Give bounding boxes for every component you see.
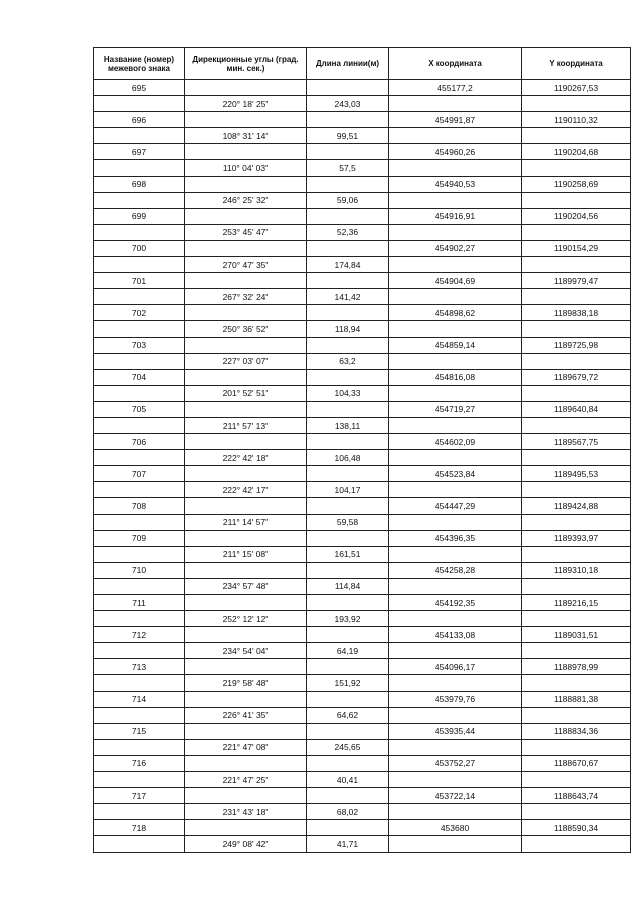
direction-angle: 222° 42' 17" (185, 482, 307, 498)
empty-cell (389, 707, 522, 723)
x-coordinate: 454960,26 (389, 144, 522, 160)
empty-cell (94, 707, 185, 723)
empty-cell (94, 192, 185, 208)
empty-cell (389, 739, 522, 755)
segment-row (94, 836, 631, 852)
empty-cell (185, 627, 307, 643)
empty-cell (522, 321, 631, 337)
empty-cell (389, 804, 522, 820)
point-name: 717 (94, 788, 185, 804)
point-row (94, 273, 631, 289)
empty-cell (389, 482, 522, 498)
empty-cell (185, 144, 307, 160)
empty-cell (389, 321, 522, 337)
segment-row (94, 96, 631, 112)
line-length: 40,41 (307, 772, 389, 788)
point-row (94, 240, 631, 256)
y-coordinate: 1189424,88 (522, 498, 631, 514)
header-y: Y координата (522, 48, 631, 80)
header-name: Название (номер) межевого знака (94, 48, 185, 80)
line-length: 118,94 (307, 321, 389, 337)
line-length: 245,65 (307, 739, 389, 755)
empty-cell (94, 643, 185, 659)
point-name: 706 (94, 434, 185, 450)
x-coordinate: 454991,87 (389, 112, 522, 128)
empty-cell (307, 691, 389, 707)
empty-cell (389, 643, 522, 659)
x-coordinate: 453752,27 (389, 755, 522, 771)
empty-cell (307, 369, 389, 385)
point-name: 716 (94, 755, 185, 771)
empty-cell (389, 546, 522, 562)
point-row (94, 498, 631, 514)
empty-cell (389, 224, 522, 240)
point-name: 702 (94, 305, 185, 321)
segment-row (94, 321, 631, 337)
x-coordinate: 454719,27 (389, 401, 522, 417)
y-coordinate: 1189567,75 (522, 434, 631, 450)
empty-cell (522, 289, 631, 305)
point-row (94, 755, 631, 771)
empty-cell (307, 659, 389, 675)
segment-row (94, 385, 631, 401)
empty-cell (185, 723, 307, 739)
line-length: 193,92 (307, 611, 389, 627)
empty-cell (307, 530, 389, 546)
empty-cell (522, 160, 631, 176)
point-row (94, 659, 631, 675)
y-coordinate: 1189838,18 (522, 305, 631, 321)
line-length: 104,17 (307, 482, 389, 498)
y-coordinate: 1189031,51 (522, 627, 631, 643)
empty-cell (389, 611, 522, 627)
point-row (94, 820, 631, 836)
empty-cell (94, 417, 185, 433)
empty-cell (389, 385, 522, 401)
empty-cell (185, 369, 307, 385)
y-coordinate: 1189979,47 (522, 273, 631, 289)
empty-cell (94, 514, 185, 530)
segment-row (94, 578, 631, 594)
empty-cell (94, 224, 185, 240)
point-name: 712 (94, 627, 185, 643)
point-name: 714 (94, 691, 185, 707)
empty-cell (307, 337, 389, 353)
direction-angle: 246° 25' 32" (185, 192, 307, 208)
empty-cell (522, 514, 631, 530)
empty-cell (185, 755, 307, 771)
empty-cell (389, 160, 522, 176)
empty-cell (185, 273, 307, 289)
x-coordinate: 455177,2 (389, 80, 522, 96)
line-length: 138,11 (307, 417, 389, 433)
empty-cell (94, 257, 185, 273)
empty-cell (389, 772, 522, 788)
y-coordinate: 1190258,69 (522, 176, 631, 192)
empty-cell (307, 595, 389, 611)
segment-row (94, 739, 631, 755)
direction-angle: 226° 41' 35" (185, 707, 307, 723)
x-coordinate: 453935,44 (389, 723, 522, 739)
line-length: 114,84 (307, 578, 389, 594)
point-row (94, 305, 631, 321)
line-length: 141,42 (307, 289, 389, 305)
point-name: 711 (94, 595, 185, 611)
x-coordinate: 454940,53 (389, 176, 522, 192)
empty-cell (389, 417, 522, 433)
empty-cell (389, 353, 522, 369)
y-coordinate: 1190204,68 (522, 144, 631, 160)
line-length: 243,03 (307, 96, 389, 112)
direction-angle: 234° 54' 04" (185, 643, 307, 659)
empty-cell (185, 820, 307, 836)
table-body (94, 80, 631, 853)
empty-cell (522, 546, 631, 562)
x-coordinate: 454096,17 (389, 659, 522, 675)
point-row (94, 337, 631, 353)
empty-cell (94, 353, 185, 369)
segment-row (94, 772, 631, 788)
point-name: 709 (94, 530, 185, 546)
empty-cell (389, 128, 522, 144)
coordinates-table (93, 47, 631, 853)
empty-cell (522, 192, 631, 208)
empty-cell (185, 176, 307, 192)
x-coordinate: 454396,35 (389, 530, 522, 546)
y-coordinate: 1190267,53 (522, 80, 631, 96)
line-length: 161,51 (307, 546, 389, 562)
point-row (94, 112, 631, 128)
empty-cell (522, 417, 631, 433)
direction-angle: 267° 32' 24" (185, 289, 307, 305)
point-name: 696 (94, 112, 185, 128)
header-angle: Дирекционные углы (град. мин. сек.) (185, 48, 307, 80)
empty-cell (307, 144, 389, 160)
direction-angle: 252° 12' 12" (185, 611, 307, 627)
segment-row (94, 192, 631, 208)
segment-row (94, 257, 631, 273)
point-row (94, 530, 631, 546)
empty-cell (185, 595, 307, 611)
point-name: 705 (94, 401, 185, 417)
point-name: 700 (94, 240, 185, 256)
y-coordinate: 1190204,56 (522, 208, 631, 224)
point-name: 695 (94, 80, 185, 96)
empty-cell (307, 273, 389, 289)
empty-cell (94, 611, 185, 627)
segment-row (94, 353, 631, 369)
empty-cell (522, 353, 631, 369)
point-name: 698 (94, 176, 185, 192)
empty-cell (389, 514, 522, 530)
empty-cell (389, 192, 522, 208)
empty-cell (185, 305, 307, 321)
segment-row (94, 707, 631, 723)
point-row (94, 176, 631, 192)
empty-cell (94, 804, 185, 820)
line-length: 99,51 (307, 128, 389, 144)
segment-row (94, 482, 631, 498)
empty-cell (389, 257, 522, 273)
segment-row (94, 450, 631, 466)
header-length: Длина линии(м) (307, 48, 389, 80)
x-coordinate: 454258,28 (389, 562, 522, 578)
empty-cell (307, 240, 389, 256)
empty-cell (307, 498, 389, 514)
line-length: 57,5 (307, 160, 389, 176)
empty-cell (307, 208, 389, 224)
y-coordinate: 1189725,98 (522, 337, 631, 353)
line-length: 52,36 (307, 224, 389, 240)
empty-cell (185, 466, 307, 482)
y-coordinate: 1188881,38 (522, 691, 631, 707)
empty-cell (94, 836, 185, 852)
y-coordinate: 1188643,74 (522, 788, 631, 804)
x-coordinate: 454133,08 (389, 627, 522, 643)
direction-angle: 220° 18' 25" (185, 96, 307, 112)
direction-angle: 219° 58' 48" (185, 675, 307, 691)
empty-cell (94, 482, 185, 498)
direction-angle: 250° 36' 52" (185, 321, 307, 337)
empty-cell (307, 627, 389, 643)
y-coordinate: 1188670,67 (522, 755, 631, 771)
point-row (94, 434, 631, 450)
point-name: 710 (94, 562, 185, 578)
empty-cell (94, 321, 185, 337)
empty-cell (522, 257, 631, 273)
point-name: 701 (94, 273, 185, 289)
y-coordinate: 1189640,84 (522, 401, 631, 417)
empty-cell (307, 401, 389, 417)
x-coordinate: 454523,84 (389, 466, 522, 482)
point-row (94, 691, 631, 707)
x-coordinate: 454447,29 (389, 498, 522, 514)
direction-angle: 222° 42' 18" (185, 450, 307, 466)
y-coordinate: 1188978,99 (522, 659, 631, 675)
direction-angle: 221° 47' 25" (185, 772, 307, 788)
x-coordinate: 454904,69 (389, 273, 522, 289)
y-coordinate: 1189310,18 (522, 562, 631, 578)
line-length: 104,33 (307, 385, 389, 401)
y-coordinate: 1189216,15 (522, 595, 631, 611)
point-name: 707 (94, 466, 185, 482)
line-length: 151,92 (307, 675, 389, 691)
empty-cell (185, 659, 307, 675)
point-name: 715 (94, 723, 185, 739)
empty-cell (307, 755, 389, 771)
empty-cell (185, 337, 307, 353)
point-row (94, 627, 631, 643)
empty-cell (522, 611, 631, 627)
empty-cell (185, 691, 307, 707)
direction-angle: 201° 52' 51" (185, 385, 307, 401)
direction-angle: 253° 45' 47" (185, 224, 307, 240)
empty-cell (522, 128, 631, 144)
direction-angle: 110° 04' 03" (185, 160, 307, 176)
empty-cell (522, 675, 631, 691)
empty-cell (389, 450, 522, 466)
x-coordinate: 454859,14 (389, 337, 522, 353)
point-row (94, 595, 631, 611)
direction-angle: 270° 47' 35" (185, 257, 307, 273)
y-coordinate: 1188590,34 (522, 820, 631, 836)
point-row (94, 466, 631, 482)
line-length: 59,58 (307, 514, 389, 530)
direction-angle: 231° 43' 18" (185, 804, 307, 820)
segment-row (94, 514, 631, 530)
line-length: 106,48 (307, 450, 389, 466)
segment-row (94, 611, 631, 627)
empty-cell (522, 224, 631, 240)
line-length: 64,19 (307, 643, 389, 659)
y-coordinate: 1190110,32 (522, 112, 631, 128)
y-coordinate: 1189679,72 (522, 369, 631, 385)
segment-row (94, 128, 631, 144)
line-length: 68,02 (307, 804, 389, 820)
y-coordinate: 1189495,53 (522, 466, 631, 482)
empty-cell (94, 675, 185, 691)
empty-cell (522, 578, 631, 594)
empty-cell (522, 804, 631, 820)
empty-cell (185, 434, 307, 450)
x-coordinate: 454192,35 (389, 595, 522, 611)
empty-cell (522, 96, 631, 112)
empty-cell (94, 450, 185, 466)
empty-cell (522, 385, 631, 401)
empty-cell (307, 305, 389, 321)
x-coordinate: 453680 (389, 820, 522, 836)
empty-cell (522, 450, 631, 466)
point-row (94, 208, 631, 224)
empty-cell (307, 820, 389, 836)
x-coordinate: 453722,14 (389, 788, 522, 804)
empty-cell (185, 240, 307, 256)
line-length: 59,06 (307, 192, 389, 208)
empty-cell (94, 385, 185, 401)
point-row (94, 369, 631, 385)
empty-cell (307, 788, 389, 804)
segment-row (94, 675, 631, 691)
segment-row (94, 224, 631, 240)
point-name: 708 (94, 498, 185, 514)
segment-row (94, 643, 631, 659)
empty-cell (389, 675, 522, 691)
empty-cell (307, 80, 389, 96)
direction-angle: 211° 14' 57" (185, 514, 307, 530)
point-name: 718 (94, 820, 185, 836)
point-row (94, 401, 631, 417)
point-name: 713 (94, 659, 185, 675)
empty-cell (522, 772, 631, 788)
point-name: 703 (94, 337, 185, 353)
empty-cell (185, 80, 307, 96)
y-coordinate: 1190154,29 (522, 240, 631, 256)
empty-cell (185, 401, 307, 417)
point-row (94, 144, 631, 160)
direction-angle: 108° 31' 14" (185, 128, 307, 144)
empty-cell (185, 498, 307, 514)
empty-cell (94, 289, 185, 305)
direction-angle: 221° 47' 08" (185, 739, 307, 755)
y-coordinate: 1188834,36 (522, 723, 631, 739)
empty-cell (185, 112, 307, 128)
segment-row (94, 289, 631, 305)
empty-cell (94, 96, 185, 112)
empty-cell (94, 739, 185, 755)
segment-row (94, 160, 631, 176)
empty-cell (522, 707, 631, 723)
point-row (94, 723, 631, 739)
direction-angle: 211° 57' 13" (185, 417, 307, 433)
empty-cell (185, 562, 307, 578)
empty-cell (94, 128, 185, 144)
x-coordinate: 454916,91 (389, 208, 522, 224)
line-length: 41,71 (307, 836, 389, 852)
empty-cell (185, 530, 307, 546)
x-coordinate: 454902,27 (389, 240, 522, 256)
empty-cell (185, 788, 307, 804)
direction-angle: 249° 08' 42" (185, 836, 307, 852)
empty-cell (522, 739, 631, 755)
direction-angle: 234° 57' 48" (185, 578, 307, 594)
x-coordinate: 454602,09 (389, 434, 522, 450)
empty-cell (94, 160, 185, 176)
point-row (94, 788, 631, 804)
segment-row (94, 546, 631, 562)
empty-cell (307, 112, 389, 128)
empty-cell (522, 482, 631, 498)
empty-cell (185, 208, 307, 224)
empty-cell (307, 434, 389, 450)
empty-cell (522, 643, 631, 659)
x-coordinate: 453979,76 (389, 691, 522, 707)
empty-cell (94, 546, 185, 562)
point-name: 697 (94, 144, 185, 160)
line-length: 174,84 (307, 257, 389, 273)
empty-cell (307, 562, 389, 578)
x-coordinate: 454898,62 (389, 305, 522, 321)
x-coordinate: 454816,08 (389, 369, 522, 385)
point-row (94, 80, 631, 96)
empty-cell (389, 836, 522, 852)
empty-cell (389, 289, 522, 305)
empty-cell (94, 772, 185, 788)
empty-cell (307, 176, 389, 192)
empty-cell (389, 96, 522, 112)
direction-angle: 227° 03' 07" (185, 353, 307, 369)
segment-row (94, 804, 631, 820)
header-x: X координата (389, 48, 522, 80)
empty-cell (307, 466, 389, 482)
segment-row (94, 417, 631, 433)
empty-cell (307, 723, 389, 739)
table-header-row (94, 48, 631, 80)
line-length: 63,2 (307, 353, 389, 369)
point-row (94, 562, 631, 578)
line-length: 64,62 (307, 707, 389, 723)
point-name: 699 (94, 208, 185, 224)
empty-cell (522, 836, 631, 852)
y-coordinate: 1189393,97 (522, 530, 631, 546)
empty-cell (94, 578, 185, 594)
point-name: 704 (94, 369, 185, 385)
direction-angle: 211° 15' 08" (185, 546, 307, 562)
empty-cell (389, 578, 522, 594)
